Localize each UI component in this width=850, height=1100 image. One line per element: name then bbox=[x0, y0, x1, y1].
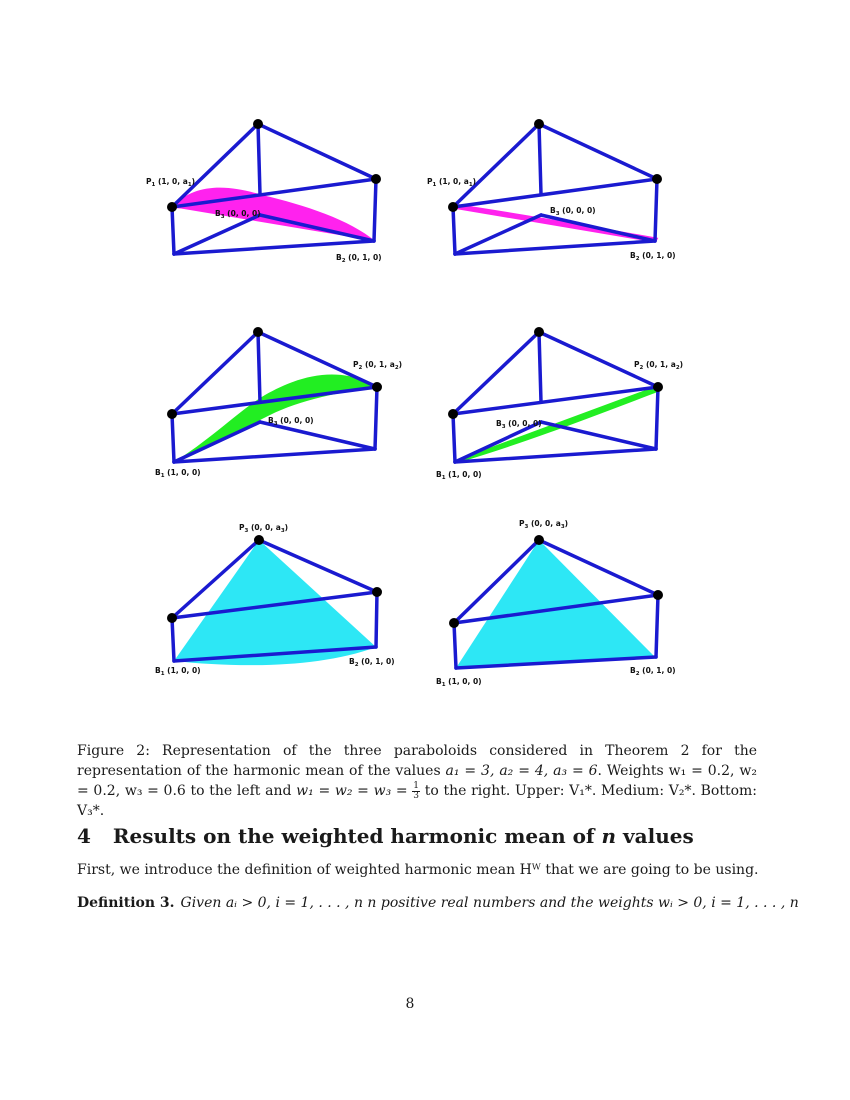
section-title: Results on the weighted harmonic mean of bbox=[112, 824, 602, 848]
svg-text:P1 (1, 0, a1): $P_1$ (1, 0, $a_1$) bbox=[427, 177, 477, 188]
svg-text:B3 (0, 0, 0): $B_3$ (0, 0, 0) bbox=[550, 206, 596, 217]
svg-text:B1 (1, 0, 0): $B_1$ (1, 0, 0) bbox=[436, 470, 482, 481]
caption-suffix: to the right. Upper: V₁*. Medium: V₂*. Bottom: V₃*. bbox=[77, 783, 758, 819]
section-title-end: values bbox=[616, 824, 694, 848]
fraction-numerator: 1 bbox=[413, 780, 420, 791]
section-number: 4 bbox=[77, 824, 91, 848]
panel-upper-left bbox=[146, 119, 382, 264]
svg-text:P3 (0, 0, a3): $P_3$ (0, 0, $a_3$) bbox=[239, 523, 289, 534]
caption-prefix: Figure 2: Representation of the three paraboloids considered in Theorem 2 for the representation of the harmonic mean of the values bbox=[77, 743, 757, 779]
svg-text:B3 (0, 0, 0): $B_3$ (0, 0, 0) bbox=[496, 419, 542, 430]
svg-text:B2 (0, 1, 0): $B_2$ (0, 1, 0) bbox=[336, 253, 382, 264]
svg-text:B1 (1, 0, 0): $B_1$ (1, 0, 0) bbox=[155, 468, 201, 479]
panel-middle-left bbox=[155, 327, 402, 479]
caption-fraction bbox=[412, 782, 420, 801]
svg-text:P2 (0, 1, a2): $P_2$ (0, 1, $a_2$) bbox=[353, 360, 403, 371]
svg-text:B2 (0, 1, 0): $B_2$ (0, 1, 0) bbox=[630, 666, 676, 677]
svg-text:B1 (1, 0, 0): $B_1$ (1, 0, 0) bbox=[436, 677, 482, 688]
panel-bottom-left bbox=[155, 523, 395, 677]
svg-text:P1 (1, 0, a1): $P_1$ (1, 0, $a_1$) bbox=[146, 177, 196, 188]
v3-surface-left bbox=[174, 540, 376, 665]
definition-label: Definition 3. bbox=[77, 895, 175, 911]
figure-caption bbox=[77, 741, 757, 821]
section-title-variable: n bbox=[601, 824, 617, 848]
section-heading bbox=[77, 824, 777, 848]
v3-surface-right bbox=[456, 540, 655, 668]
definition-block bbox=[77, 895, 799, 911]
panel-bottom-right bbox=[436, 519, 676, 688]
svg-text:P3 (0, 0, a3): $P_3$ (0, 0, $a_3$) bbox=[519, 519, 569, 530]
definition-body: Given aᵢ > 0, i = 1, . . . , n n positive real numbers and the weights wᵢ > 0, i = 1, . . . , n bbox=[180, 895, 799, 911]
svg-text:B1 (1, 0, 0): $B_1$ (1, 0, 0) bbox=[155, 666, 201, 677]
svg-text:B3 (0, 0, 0): $B_3$ (0, 0, 0) bbox=[215, 209, 261, 220]
svg-text:B3 (0, 0, 0): $B_3$ (0, 0, 0) bbox=[268, 416, 314, 427]
caption-weights-right: w₁ = w₂ = w₃ = bbox=[296, 783, 413, 799]
panel-middle-right bbox=[436, 327, 683, 481]
svg-text:P2 (0, 1, a2): $P_2$ (0, 1, $a_2$) bbox=[634, 360, 684, 371]
caption-values: a₁ = 3, a₂ = 4, a₃ = 6 bbox=[445, 763, 598, 779]
intro-paragraph: First, we introduce the definition of weighted harmonic mean Hᵂ that we are going to be using. bbox=[77, 862, 759, 878]
page-number: 8 bbox=[405, 996, 415, 1012]
caption-weights-left: . Weights w₁ = 0.2, w₂ = 0.2, w₃ = 0.6 to the left and bbox=[77, 763, 757, 799]
svg-text:B2 (0, 1, 0): $B_2$ (0, 1, 0) bbox=[349, 657, 395, 668]
svg-text:B2 (0, 1, 0): $B_2$ (0, 1, 0) bbox=[630, 251, 676, 262]
panel-upper-right bbox=[427, 119, 676, 262]
fraction-denominator: 3 bbox=[413, 790, 420, 801]
